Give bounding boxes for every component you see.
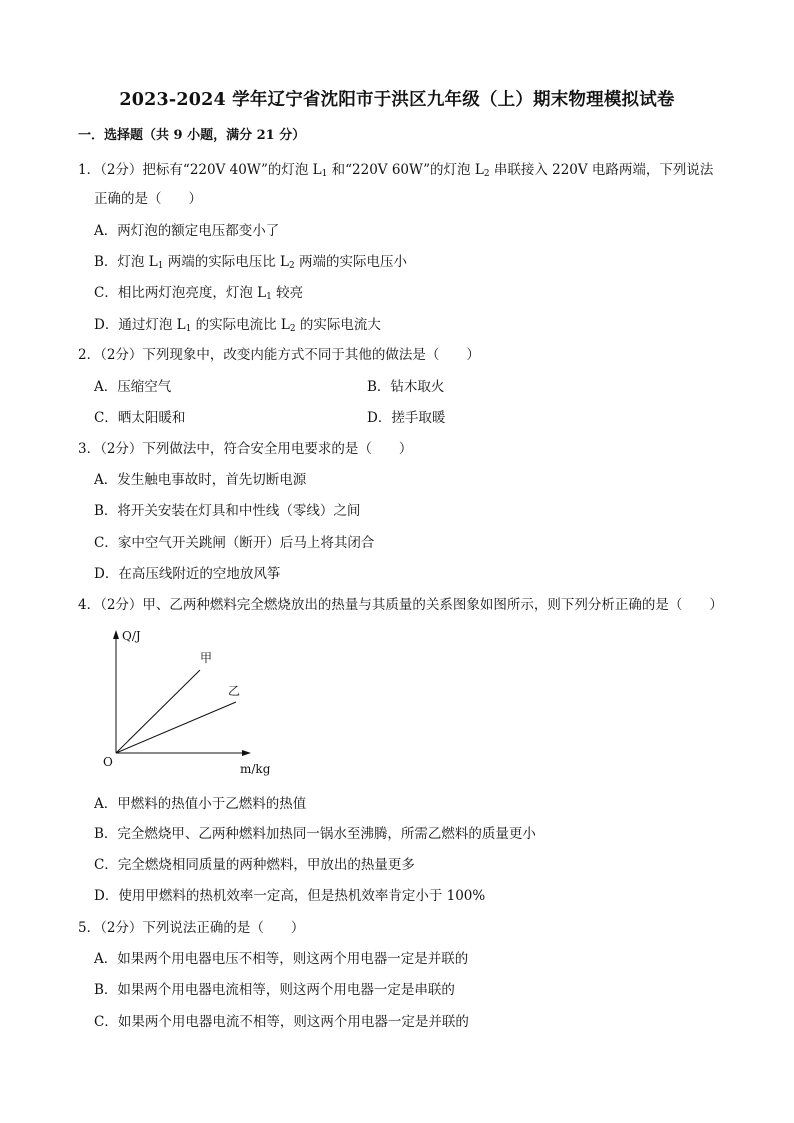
- question-1-stem-line1: 1．（2分）把标有“220V 40W”的灯泡 $L_1$ 和“220V 60W”的灯泡 $L_2$ 串联接入 220V 电路两端，下列说法: [78, 162, 714, 179]
- question-2-option-c: C．晒太阳暖和: [94, 410, 186, 426]
- question-4-option-c: C．完全燃烧相同质量的两种燃料，甲放出的热量更多: [94, 857, 415, 873]
- exam-title: 2023-2024 学年辽宁省沈阳市于洪区九年级（上）期末物理模拟试卷: [119, 90, 675, 110]
- question-3-option-b: B．将开关安装在灯具和中性线（零线）之间: [94, 503, 361, 519]
- question-2-option-a: A．压缩空气: [94, 379, 172, 395]
- question-3-option-c: C．家中空气开关跳闸（断开）后马上将其闭合: [94, 535, 375, 551]
- question-4-option-b: B．完全燃烧甲、乙两种燃料加热同一锅水至沸腾，所需乙燃料的质量更小: [94, 826, 536, 842]
- graph-line-jia-label: 甲: [200, 651, 213, 665]
- question-3-stem: 3．（2分）下列做法中，符合安全用电要求的是（ ）: [78, 441, 413, 457]
- question-5-option-c: C．如果两个用电器电流不相等，则这两个用电器一定是并联的: [94, 1014, 469, 1030]
- graph-x-arrow: [242, 750, 251, 756]
- graph-y-label: Q/J: [122, 629, 141, 643]
- question-1-option-d: D．通过灯泡 $L_1$ 的实际电流比 $L_2$ 的实际电流大: [94, 317, 381, 334]
- question-1-option-b: B．灯泡 $L_1$ 两端的实际电压比 $L_2$ 两端的实际电压小: [94, 254, 408, 271]
- question-2-option-b: B．钻木取火: [367, 379, 445, 395]
- graph-line-jia: [116, 670, 200, 753]
- question-4-stem: 4．（2分）甲、乙两种燃料完全燃烧放出的热量与其质量的关系图象如图所示，则下列分析正确的是（ ）: [78, 597, 723, 613]
- question-2-stem: 2．（2分）下列现象中，改变内能方式不同于其他的做法是（ ）: [78, 347, 480, 363]
- question-2-option-d: D．搓手取暖: [367, 410, 446, 426]
- section-heading: 一．选择题（共 9 小题，满分 21 分）: [78, 128, 306, 143]
- graph-line-yi-label: 乙: [228, 684, 241, 698]
- question-5-option-a: A．如果两个用电器电压不相等，则这两个用电器一定是并联的: [94, 951, 469, 967]
- graph-y-arrow: [113, 630, 119, 639]
- question-4-option-d: D．使用甲燃料的热机效率一定高，但是热机效率肯定小于 100%: [94, 888, 486, 904]
- graph-line-yi: [116, 702, 236, 753]
- question-3-option-d: D．在高压线附近的空地放风筝: [94, 566, 281, 582]
- graph-origin-label: O: [103, 755, 113, 769]
- graph-x-label: m/kg: [240, 762, 271, 776]
- question-4-option-a: A．甲燃料的热值小于乙燃料的热值: [94, 796, 307, 812]
- heat-mass-graph: [96, 620, 296, 785]
- question-1-stem-line2: 正确的是（ ）: [94, 191, 202, 207]
- question-3-option-a: A．发生触电事故时，首先切断电源: [94, 472, 307, 488]
- question-1-option-a: A．两灯泡的额定电压都变小了: [94, 223, 280, 239]
- question-5-option-b: B．如果两个用电器电流相等，则这两个用电器一定是串联的: [94, 982, 455, 998]
- question-1-option-c: C．相比两灯泡亮度，灯泡 $L_1$ 较亮: [94, 285, 304, 302]
- question-5-stem: 5．（2分）下列说法正确的是（ ）: [78, 920, 305, 936]
